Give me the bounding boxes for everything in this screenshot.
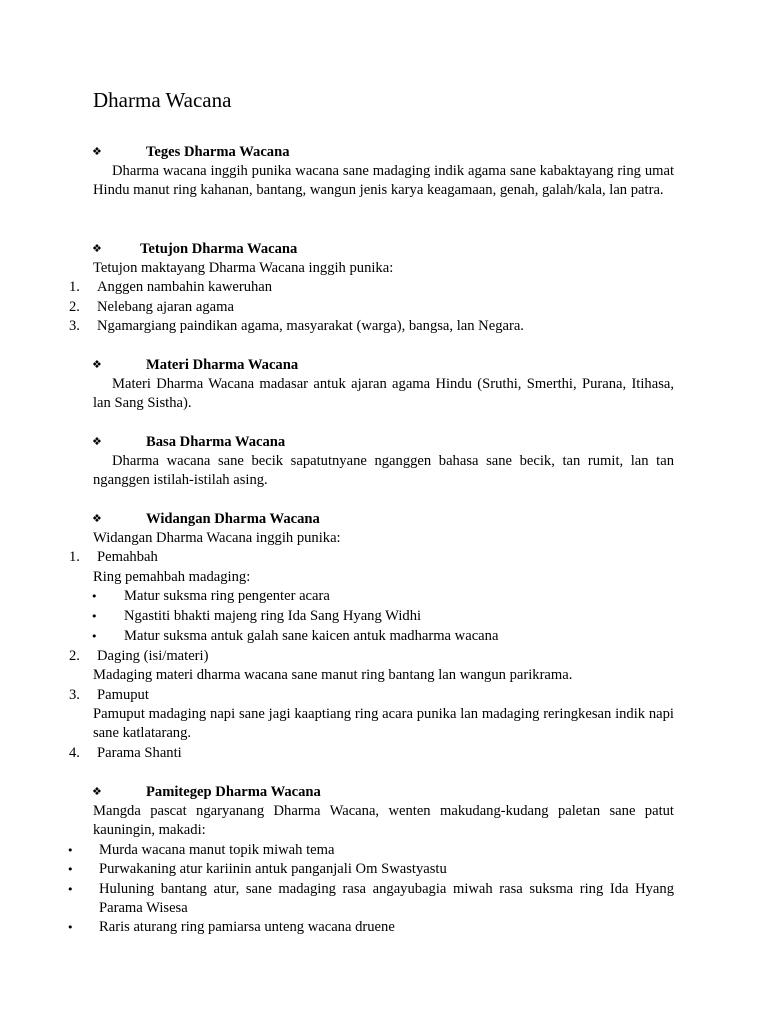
sub-list-item-text: Matur suksma antuk galah sane kaicen antuk madharma wacana: [124, 627, 499, 644]
sub-list-item: [0, 627, 768, 647]
bullet-icon: •: [67, 863, 74, 877]
section-heading-text: Basa Dharma Wacana: [146, 434, 286, 450]
list-item: [0, 548, 768, 567]
list-item-text: Pemahbah: [97, 549, 158, 566]
bullet-icon: •: [67, 921, 74, 935]
bullet-icon: •: [67, 843, 74, 857]
section-heading: [0, 142, 768, 162]
list-item: [0, 841, 674, 860]
list-item-text: Anggen nambahin kaweruhan: [97, 279, 273, 296]
list-number: 3.: [69, 318, 80, 335]
bullet-icon: •: [67, 882, 74, 896]
diamond-bullet-icon: ❖: [92, 145, 102, 158]
list-item: [0, 880, 674, 919]
list-item: [0, 317, 768, 336]
list-item: [0, 278, 768, 297]
list-item-text: Nelebang ajaran agama: [97, 298, 234, 315]
bullet-icon: •: [91, 629, 98, 643]
diamond-bullet-icon: ❖: [92, 358, 102, 371]
sub-list-item-text: Ngastiti bhakti majeng ring Ida Sang Hyang Widhi: [124, 608, 422, 625]
section-intro: Tetujon maktayang Dharma Wacana inggih punika:: [93, 260, 394, 276]
section-heading: [0, 509, 768, 529]
diamond-bullet-icon: ❖: [92, 435, 102, 448]
section-heading-text: Widangan Dharma Wacana: [146, 511, 320, 527]
bullet-icon: •: [91, 590, 98, 604]
section-heading: [0, 355, 768, 375]
list-item-description: Ring pemahbah madaging:: [93, 568, 251, 585]
diamond-bullet-icon: ❖: [92, 512, 102, 525]
sub-list-item: [0, 587, 768, 607]
list-item-text: Ngamargiang paindikan agama, masyarakat (warga), bangsa, lan Negara.: [97, 318, 524, 335]
list-item-text: Pamuput: [97, 686, 149, 703]
section-teges: [0, 142, 768, 201]
list-item: [0, 744, 768, 763]
section-paragraph: Dharma wacana sane becik sapatutnyane nganggen bahasa sane becik, tan rumit, lan tan nganggen istilah-istilah asing.: [93, 453, 674, 489]
section-heading-text: Teges Dharma Wacana: [146, 144, 290, 160]
list-number: 3.: [69, 686, 80, 703]
bullet-icon: •: [91, 610, 98, 624]
document-title: Dharma Wacana: [93, 88, 232, 112]
list-item-text: Huluning bantang atur, sane madaging rasa angayubagia miwah rasa suksma ring Ida Hyang Parama Wisesa: [99, 880, 674, 917]
list-item-text: Daging (isi/materi): [97, 647, 209, 664]
section-materi: [0, 355, 768, 414]
list-item-description: Pamuput madaging napi sane jagi kaaptiang ring acara punika lan madaging reringkesan indik napi sane katlatarang.: [93, 706, 674, 742]
list-item: [0, 918, 674, 937]
list-item-text: Raris aturang ring pamiarsa unteng wacana druene: [99, 919, 395, 936]
section-intro: Mangda pascat ngaryanang Dharma Wacana, wenten makudang-kudang paletan sane patut kauningin, makadi:: [93, 803, 674, 839]
list-number: 1.: [69, 279, 80, 296]
section-tetujon: [0, 239, 768, 337]
section-intro: Widangan Dharma Wacana inggih punika:: [93, 530, 341, 546]
section-heading: [0, 239, 768, 259]
section-heading: [0, 432, 768, 452]
sub-list-item: [0, 607, 768, 627]
list-number: 4.: [69, 744, 80, 761]
section-basa: [0, 432, 768, 491]
section-paragraph: Materi Dharma Wacana madasar antuk ajaran agama Hindu (Sruthi, Smerthi, Purana, Itihasa, lan Sang Sistha).: [93, 376, 674, 412]
section-heading: [0, 782, 768, 802]
list-item: [0, 686, 768, 705]
list-item-description: Madaging materi dharma wacana sane manut ring bantang lan wangun parikrama.: [93, 667, 573, 684]
section-widangan: [0, 509, 768, 763]
section-pamitegep: [0, 782, 768, 938]
list-number: 2.: [69, 647, 80, 664]
list-number: 2.: [69, 298, 80, 315]
list-item: [0, 647, 768, 666]
diamond-bullet-icon: ❖: [92, 785, 102, 798]
list-item: [0, 860, 674, 879]
list-item: [0, 298, 768, 317]
section-paragraph: Dharma wacana inggih punika wacana sane madaging indik agama sane kabaktayang ring umat Hindu manut ring kahanan, bantang, wangun jenis karya keagamaan, genah, galah/kala, lan patra.: [93, 163, 674, 199]
list-item-text: Murda wacana manut topik miwah tema: [99, 841, 335, 858]
section-heading-text: Tetujon Dharma Wacana: [140, 241, 298, 257]
list-item-text: Parama Shanti: [97, 744, 182, 761]
list-item-text: Purwakaning atur kariinin antuk panganjali Om Swastyastu: [99, 861, 447, 878]
section-heading-text: Materi Dharma Wacana: [146, 357, 299, 373]
sub-list-item-text: Matur suksma ring pengenter acara: [124, 588, 330, 605]
section-heading-text: Pamitegep Dharma Wacana: [146, 784, 321, 800]
list-number: 1.: [69, 549, 80, 566]
diamond-bullet-icon: ❖: [92, 242, 102, 255]
